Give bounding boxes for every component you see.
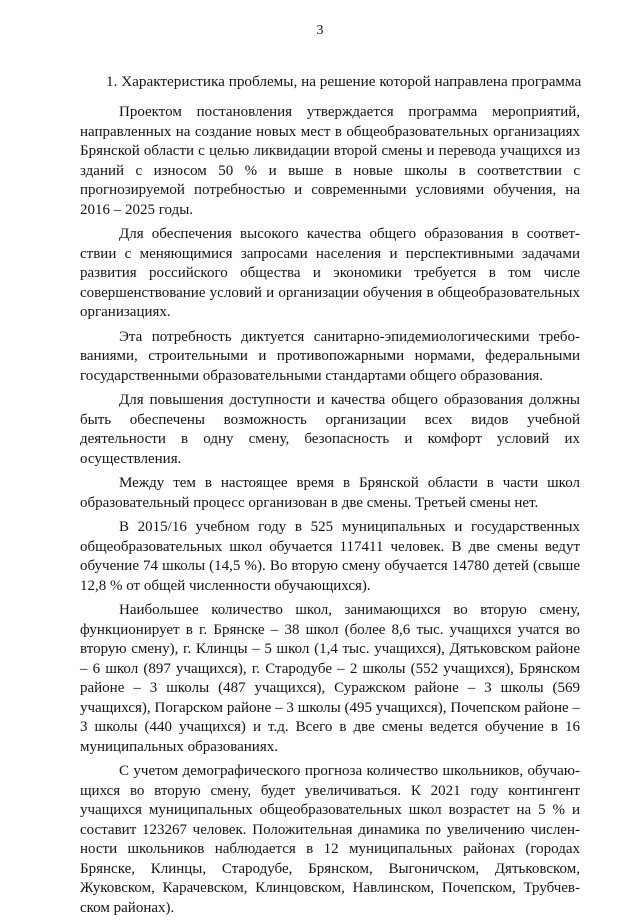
paragraph-statistics: В 2015/16 учебном году в 525 муниципальных и государственных общеобразовательных школ обучается 117411 человек. В две смены ведут обучение 74 школы (14,5 %). Во вторую смену обучается 14780 детей (свыше 12,8 % от общей численности обучающихся). <box>80 519 580 594</box>
paragraph-two-shifts: Между тем в настоящее время в Брянской области в части школ образовательный процесс организован в две смены. Третьей смены нет. <box>80 475 580 511</box>
section-heading: 1. Характеристика проблемы, на решение которой направлена программа <box>106 73 582 90</box>
paragraph-accessibility: Для повышения доступности и качества общего образования должны быть обеспечены возможность организации всех видов учебной деятельности в одну смену, безопасность и комфорт условий их осуществления. <box>80 392 580 467</box>
document-body <box>80 103 580 923</box>
paragraph-demographic-forecast: С учетом демографического прогноза количество школьников, обучающихся во вторую смену, будет увеличиваться. К 2021 году контингент учащихся муниципальных общеобразовательных школ возрастет на 5 % и составит 123267 человек. Положительная динамика по увеличению численности школьников наблюдается в 12 муниципальных районах (городах Брянске, Клинцы, Стародубе, Брянском, Выгоничском, Дятьковском, Жуковском, Карачевском, Клинцовском, Навлинском, Почепском, Трубчевском районах). <box>80 763 580 916</box>
paragraph-program-purpose: Проектом постановления утверждается программа мероприятий, направленных на создание новых мест в общеобразовательных организациях Брянской области с целью ликвидации второй смены и перевода учащихся из зданий с износом 50 % и выше в новые школы в соответствии с прогнозируемой потребностью и современными условиями обучения, на 2016 – 2025 годы. <box>80 104 580 218</box>
paragraph-municipal-breakdown: Наибольшее количество школ, занимающихся во вторую смену, функционирует в г. Брянске – 38 школ (более 8,6 тыс. учащихся учатся во вторую смену), г. Клинцы – 5 школ (1,4 тыс. учащихся), Дятьковском районе – 6 школ (897 учащихся), г. Стародубе – 2 школы (552 учащихся), Брянском районе – 3 школы (487 учащихся), Суражском районе – 3 школы (569 учащихся), Погарском районе – 3 школы (495 учащихся), Почепском районе – 3 школы (440 учащихся) и т.д. Всего в две смены ведется обучение в 16 муниципальных образованиях. <box>80 602 580 755</box>
page-number: 3 <box>316 23 324 38</box>
paragraph-standards: Эта потребность диктуется санитарно-эпидемиологическими требованиями, строительными и противопожарными нормами, федеральными государственными образовательными стандартами общего образования. <box>80 328 580 384</box>
paragraph-quality-requirements: Для обеспечения высокого качества общего образования в соответствии с меняющимися запросами населения и перспективными задачами развития российского общества и экономики требуется в том числе совершенствование условий и организации обучения в общеобразовательных организациях. <box>80 226 580 320</box>
